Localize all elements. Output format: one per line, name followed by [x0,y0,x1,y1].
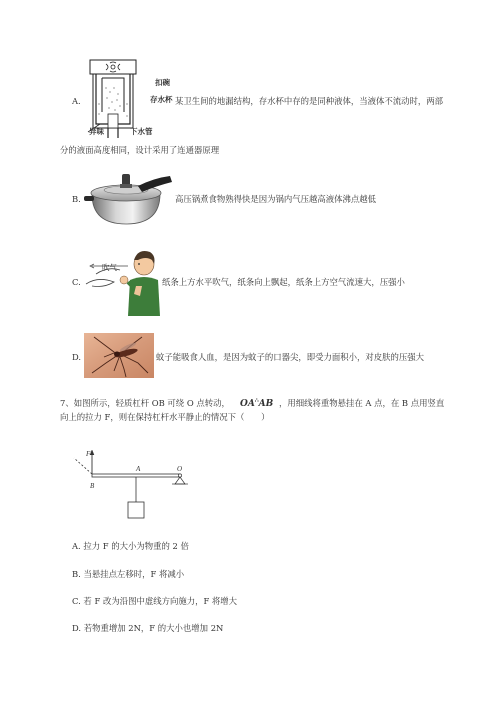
choice-a[interactable]: A. 拉力 F 的大小为物重的 2 倍 [72,541,189,551]
option-a-letter: A. [72,96,81,106]
fig-label-cup: 存水杯 [150,95,173,104]
lever-label-a: A [136,465,141,473]
question-7-line1-post: ，用细线将重物悬挂在 A 点，在 B 点用竖直 [279,398,445,408]
ratio-ab: AB [258,399,274,409]
question-7-line2: 向上的拉力 F，则在保持杠杆水平静止的情况下（ ） [60,412,270,422]
choice-c[interactable]: C. 若 F 改为沿图中虚线方向施力，F 将增大 [72,596,238,606]
fig-label-pipe: 下水管 [130,127,153,136]
pressure-cooker-figure [84,166,174,228]
fig-label-odor: 异味 [89,127,104,136]
option-c-letter: C. [72,277,81,287]
lever-label-f: F [86,450,91,458]
question-7-ratio [240,395,273,410]
option-b-text: 高压锅煮食物熟得快是因为锅内气压越高液体沸点越低 [175,194,376,204]
question-7-line1-pre: 7、如图所示，轻质杠杆 OB 可绕 O 点转动， [60,398,230,408]
lever-label-b: B [90,482,95,490]
option-a-text-line1: 某卫生间的地漏结构，存水杯中存的是同种液体，当液体不流动时，两部 [175,96,443,106]
option-d-letter: D. [72,352,82,362]
lever-diagram [70,444,200,524]
choice-b[interactable]: B. 当悬挂点左移时，F 将减小 [72,569,185,579]
lever-label-o: O [177,465,183,473]
ratio-dots: ∴ [254,397,259,404]
mosquito-photo [84,333,154,378]
option-b-letter: B. [72,194,81,204]
option-a-text-line2: 分的液面高度相同，设计采用了连通器原理 [60,145,220,155]
option-c-text: 纸条上方水平吹气，纸条向上飘起，纸条上方空气流速大，压强小 [162,277,405,287]
fig-label-cover: 扣碗 [155,78,170,87]
choice-d[interactable]: D. 若物重增加 2N，F 的大小也增加 2N [72,623,224,633]
ratio-oa: OA [240,399,255,409]
blowing-paper-figure [84,246,160,316]
fig-label-blow: 吹气 [102,263,117,272]
option-d-text: 蚊子能吸食人血，是因为蚊子的口器尖，即受力面积小，对皮肤的压强大 [156,352,424,362]
